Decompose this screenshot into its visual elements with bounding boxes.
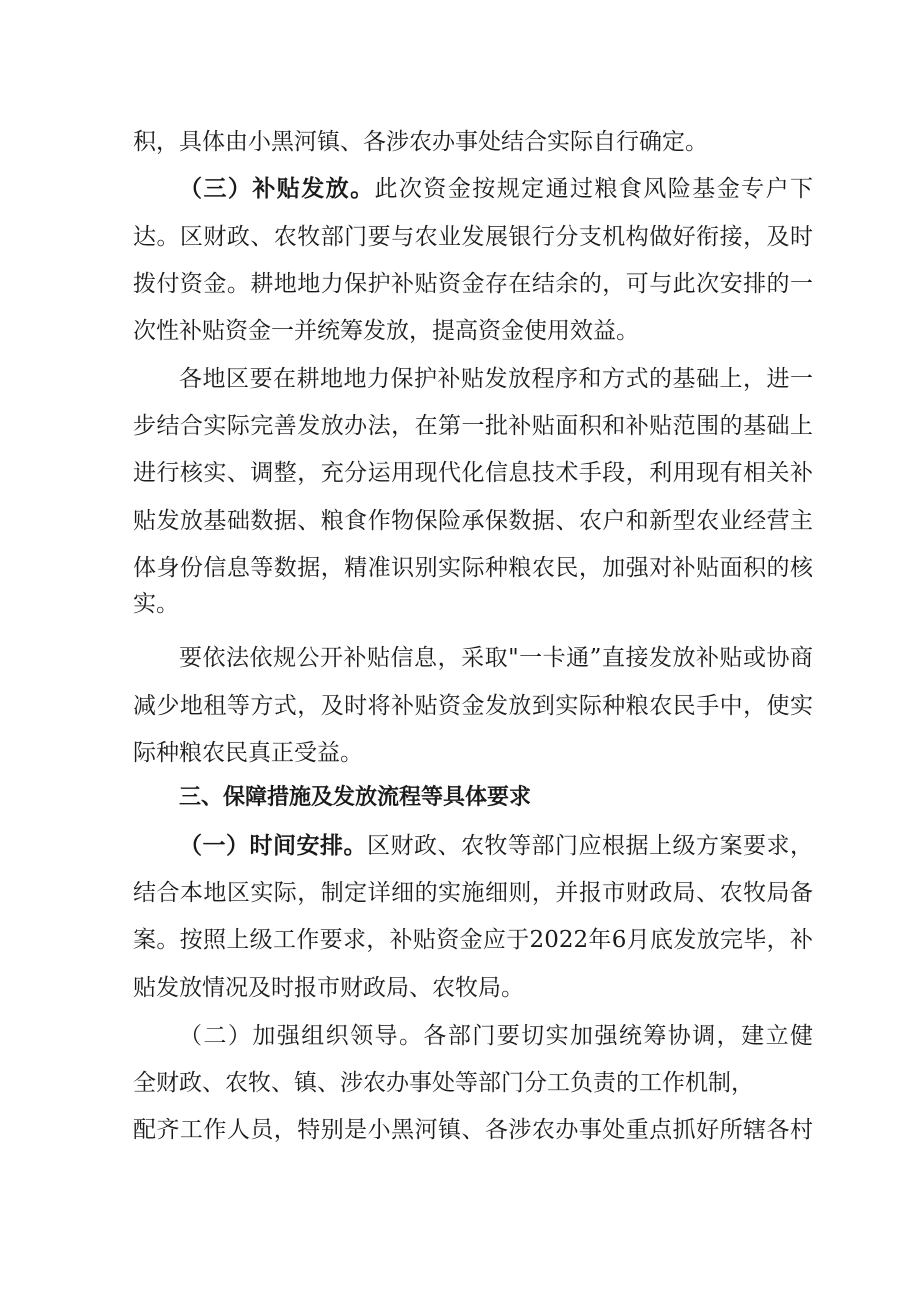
subsection-heading: （一）时间安排。 [179, 832, 367, 859]
paragraph-line: 进行核实、调整，充分运用现代化信息技术手段，利用现有相关补 [133, 460, 813, 486]
paragraph-line: 拨付资金。耕地地力保护补贴资金存在结余的，可与此次安排的一 [133, 271, 813, 297]
paragraph-line: 各地区要在耕地地力保护补贴发放程序和方式的基础上，进一 [179, 366, 813, 392]
paragraph-line: 贴发放情况及时报市财政局、农牧局。 [133, 975, 524, 1001]
paragraph-text: 各部门要切实加强统筹协调，建立健 [423, 1023, 813, 1049]
paragraph-line: 积，具体由小黑河镇、各涉农办事处结合实际自行确定。 [133, 129, 708, 155]
paragraph-line: 减少地租等方式，及时将补贴资金发放到实际种粮农民手中，使实 [133, 693, 813, 719]
paragraph-line: 达。区财政、农牧部门要与农业发展银行分支机构做好衔接，及时 [133, 224, 813, 250]
paragraph-line: 际种粮农民真正受益。 [133, 740, 363, 766]
subsection-heading: （二）加强组织领导。 [179, 1023, 424, 1049]
paragraph-line [179, 826, 813, 866]
subsection-heading: （三）补贴发放。 [179, 175, 375, 202]
paragraph-line: 要依法依规公开补贴信息，采取"一卡通”直接发放补贴或协商 [179, 645, 813, 671]
paragraph-line: 配齐工作人员，特别是小黑河镇、各涉农办事处重点抓好所辖各村 [133, 1117, 813, 1143]
paragraph-text: 区财政、农牧等部门应根据上级方案要求， [367, 833, 813, 859]
paragraph-line: 体身份信息等数据，精准识别实际种粮农民，加强对补贴面积的核 [133, 555, 813, 581]
paragraph-line: 步结合实际完善发放办法，在第一批补贴面积和补贴范围的基础上 [133, 413, 813, 439]
paragraph-line: 案。按照上级工作要求，补贴资金应于2022年6月底发放完毕，补 [133, 927, 813, 953]
paragraph-line: 实。 [133, 591, 179, 617]
paragraph-text: 此次资金按规定通过粮食风险基金专户下 [374, 176, 813, 202]
paragraph-line: 结合本地区实际，制定详细的实施细则，并报市财政局、农牧局备 [133, 880, 813, 906]
paragraph-line [179, 169, 813, 209]
paragraph-line: 全财政、农牧、镇、涉农办事处等部门分工负责的工作机制， [133, 1070, 754, 1096]
paragraph-line: 贴发放基础数据、粮食作物保险承保数据、农户和新型农业经营主 [133, 508, 813, 534]
paragraph-line [179, 1016, 813, 1056]
paragraph-line: 次性补贴资金一并统筹发放，提高资金使用效益。 [133, 318, 639, 344]
section-heading: 三、保障措施及发放流程等具体要求 [179, 785, 532, 810]
